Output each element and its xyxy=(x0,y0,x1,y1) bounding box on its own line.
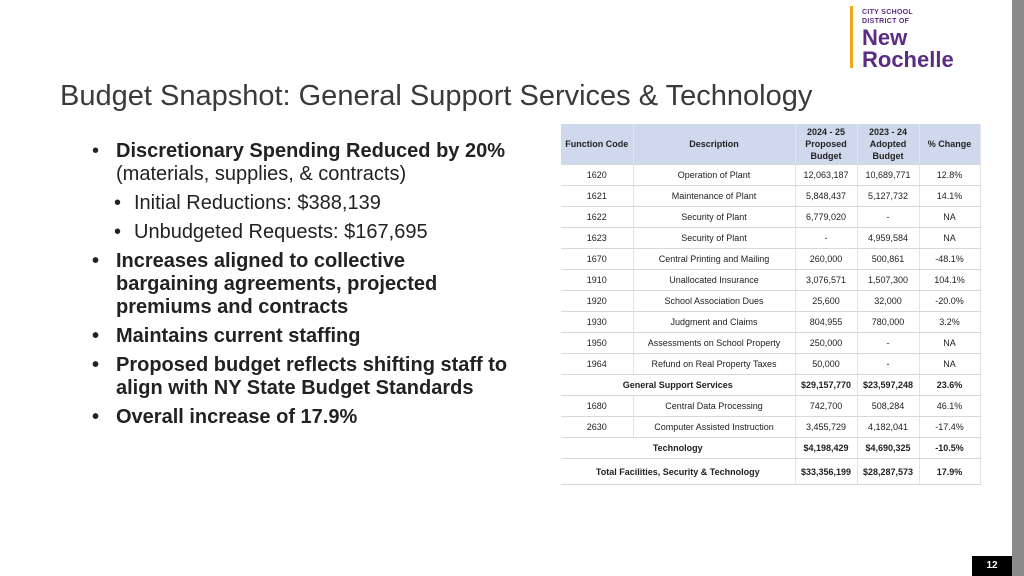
table-row xyxy=(561,249,980,270)
cell: School Association Dues xyxy=(633,291,795,312)
bullet-1: • Discretionary Spending Reduced by 20% (materials, supplies, & contracts) xyxy=(92,140,505,185)
table-row xyxy=(561,333,980,354)
cell: 1,507,300 xyxy=(857,270,919,291)
cell: Technology xyxy=(561,438,795,459)
bullet-3-text: Maintains current staffing xyxy=(116,325,361,347)
bullet-2-text: Increases aligned to collective bargaining agreements, projected premiums and contracts xyxy=(116,250,438,318)
cell: 25,600 xyxy=(795,291,857,312)
cell: $4,198,429 xyxy=(795,438,857,459)
bullet-4-text: Proposed budget reflects shifting staff to align with NY State Budget Standards xyxy=(116,354,508,399)
cell: - xyxy=(857,354,919,375)
header-function-code: Function Code xyxy=(561,124,633,165)
cell: $23,597,248 xyxy=(857,375,919,396)
subtotal-general-support xyxy=(561,375,980,396)
cell: 250,000 xyxy=(795,333,857,354)
bullet-5: • Overall increase of 17.9% xyxy=(92,406,358,428)
page-number: 12 xyxy=(972,556,1012,576)
cell: 5,848,437 xyxy=(795,186,857,207)
cell: 46.1% xyxy=(919,396,980,417)
cell: - xyxy=(795,228,857,249)
cell: 2630 xyxy=(561,417,633,438)
logo-line-3: New xyxy=(862,25,908,50)
cell: Operation of Plant xyxy=(633,165,795,186)
cell: NA xyxy=(919,354,980,375)
cell: 3,076,571 xyxy=(795,270,857,291)
bullet-5-text: Overall increase of 17.9% xyxy=(116,406,358,428)
table-row xyxy=(561,417,980,438)
header-proposed: 2024 - 25 Proposed Budget xyxy=(795,124,857,165)
table-header-row xyxy=(561,124,980,165)
header-description: Description xyxy=(633,124,795,165)
header-change: % Change xyxy=(919,124,980,165)
cell: 804,955 xyxy=(795,312,857,333)
cell: Central Printing and Mailing xyxy=(633,249,795,270)
bullet-1b-text: Unbudgeted Requests: $167,695 xyxy=(134,221,428,243)
page-title: Budget Snapshot: General Support Services & Technology xyxy=(60,80,813,112)
bullet-2: • Increases aligned to collective bargaining agreements, projected premiums and contracts xyxy=(92,250,438,318)
table-row xyxy=(561,291,980,312)
cell: Total Facilities, Security & Technology xyxy=(561,459,795,485)
cell: 1620 xyxy=(561,165,633,186)
header-adopted: 2023 - 24 Adopted Budget xyxy=(857,124,919,165)
cell: $28,287,573 xyxy=(857,459,919,485)
cell: NA xyxy=(919,207,980,228)
cell: General Support Services xyxy=(561,375,795,396)
logo-line-4: Rochelle xyxy=(862,47,954,72)
cell: 12.8% xyxy=(919,165,980,186)
bullet-1-bold: Discretionary Spending Reduced by 20% xyxy=(116,140,505,162)
cell: 1920 xyxy=(561,291,633,312)
cell: 1680 xyxy=(561,396,633,417)
table-row xyxy=(561,186,980,207)
table-row xyxy=(561,165,980,186)
cell: 508,284 xyxy=(857,396,919,417)
cell: Refund on Real Property Taxes xyxy=(633,354,795,375)
cell: Security of Plant xyxy=(633,228,795,249)
cell: 1950 xyxy=(561,333,633,354)
right-edge-bar xyxy=(1012,0,1024,576)
cell: 1964 xyxy=(561,354,633,375)
cell: Maintenance of Plant xyxy=(633,186,795,207)
cell: Judgment and Claims xyxy=(633,312,795,333)
cell: 742,700 xyxy=(795,396,857,417)
bullet-1a-text: Initial Reductions: $388,139 xyxy=(134,192,381,214)
cell: 23.6% xyxy=(919,375,980,396)
cell: 12,063,187 xyxy=(795,165,857,186)
cell: Security of Plant xyxy=(633,207,795,228)
cell: 104.1% xyxy=(919,270,980,291)
cell: 5,127,732 xyxy=(857,186,919,207)
total-row xyxy=(561,459,980,485)
cell: 4,182,041 xyxy=(857,417,919,438)
cell: $33,356,199 xyxy=(795,459,857,485)
cell: 1930 xyxy=(561,312,633,333)
bullet-4: • Proposed budget reflects shifting staff to align with NY State Budget Standards xyxy=(92,354,508,399)
bullet-list xyxy=(92,140,512,435)
bullet-1a: • Initial Reductions: $388,139 xyxy=(114,192,381,214)
cell: 10,689,771 xyxy=(857,165,919,186)
cell: 260,000 xyxy=(795,249,857,270)
subtotal-technology xyxy=(561,438,980,459)
table-row xyxy=(561,207,980,228)
cell: - xyxy=(857,207,919,228)
cell: 1622 xyxy=(561,207,633,228)
table-row xyxy=(561,270,980,291)
cell: 3,455,729 xyxy=(795,417,857,438)
cell: NA xyxy=(919,228,980,249)
cell: -48.1% xyxy=(919,249,980,270)
table-row xyxy=(561,396,980,417)
bullet-1b: • Unbudgeted Requests: $167,695 xyxy=(114,221,428,243)
cell: 1623 xyxy=(561,228,633,249)
cell: 32,000 xyxy=(857,291,919,312)
table-row xyxy=(561,354,980,375)
logo-rule xyxy=(850,6,853,68)
cell: 1670 xyxy=(561,249,633,270)
district-logo xyxy=(850,6,980,72)
budget-table xyxy=(561,124,981,485)
cell: 3.2% xyxy=(919,312,980,333)
cell: 1910 xyxy=(561,270,633,291)
cell: -17.4% xyxy=(919,417,980,438)
logo-line-2: DISTRICT OF xyxy=(862,18,910,25)
bullet-1-rest: (materials, supplies, & contracts) xyxy=(116,163,407,185)
cell: Computer Assisted Instruction xyxy=(633,417,795,438)
cell: Central Data Processing xyxy=(633,396,795,417)
logo-line-1: CITY SCHOOL xyxy=(862,9,914,16)
cell: 17.9% xyxy=(919,459,980,485)
cell: -10.5% xyxy=(919,438,980,459)
cell: 780,000 xyxy=(857,312,919,333)
cell: NA xyxy=(919,333,980,354)
table-row xyxy=(561,228,980,249)
cell: 14.1% xyxy=(919,186,980,207)
cell: 1621 xyxy=(561,186,633,207)
cell: 500,861 xyxy=(857,249,919,270)
cell: Assessments on School Property xyxy=(633,333,795,354)
cell: - xyxy=(857,333,919,354)
cell: 4,959,584 xyxy=(857,228,919,249)
cell: 6,779,020 xyxy=(795,207,857,228)
cell: Unallocated Insurance xyxy=(633,270,795,291)
cell: $4,690,325 xyxy=(857,438,919,459)
cell: 50,000 xyxy=(795,354,857,375)
table-row xyxy=(561,312,980,333)
bullet-3: • Maintains current staffing xyxy=(92,325,361,347)
cell: $29,157,770 xyxy=(795,375,857,396)
cell: -20.0% xyxy=(919,291,980,312)
